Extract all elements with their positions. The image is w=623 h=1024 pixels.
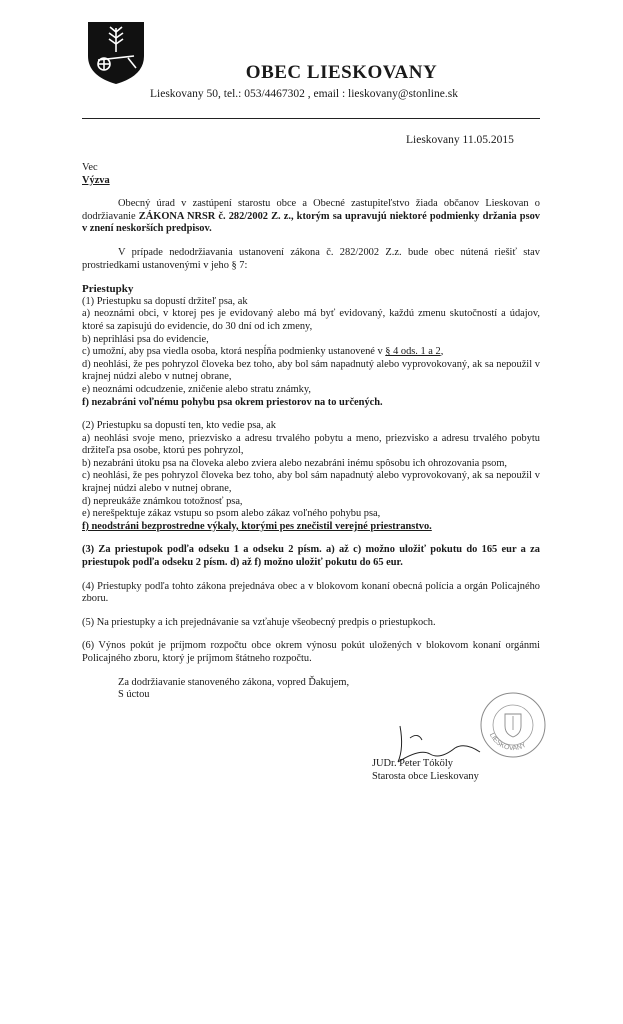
closing-line: Za dodržiavanie stanoveného zákona, vopred Ďakujem, [118,676,350,688]
section-2-item-e: e) nerešpektuje zákaz vstupu so psom alebo zákaz voľného pohybu psa, [82,508,381,520]
section-3-fines: (3) Za priestupok podľa odseku 1 a odseku 2 písm. a) až c) možno uložiť pokutu do 165 eur a za priestupok podľa odseku 2 písm. d) až f) možno uložiť pokutu do 65 eur. [82,544,540,569]
intro-text: Obecný úrad v zastúpení starostu obce a Obecné zastupiteľstvo žiada občanov Lieskovan o dodržiavanie [82,198,540,222]
section-1-item-b: b) neprihlási psa do evidencie, [82,333,209,345]
section-2-item-b: b) nezabráni útoku psa na človeka alebo zviera alebo nezabráni inému spôsobu ich ohrozovania psom, [82,457,507,469]
law-title: ZÁKONA NRSR č. 282/2002 Z. z., ktorým sa upravujú niektoré podmienky držania psov v znení neskorších predpisov. [82,210,541,235]
section-6: (6) Výnos pokút je príjmom rozpočtu obce okrem výnosu pokút uložených v blokovom konaní orgánmi Policajného zboru, ktorý je príjmom štátneho rozpočtu. [82,640,540,664]
section-2-item-f: f) neodstráni bezprostredne výkaly, ktorými pes znečistil verejné priestranstvo. [82,520,432,532]
section-2-item-a: a) neohlási svoje meno, priezvisko a adresu trvalého pobytu a meno, priezvisko a adresu trvalého pobytu držiteľa psa osobe, ktorú pes pohryzol, [82,432,540,457]
contact-address-line: Lieskovany 50, tel.: 053/4467302 , email : lieskovany@stonline.sk [150,88,458,100]
section-1-item-c-text: c) umožní, aby psa viedla osoba, ktorá nespĺňa podmienky ustanovené v [82,346,386,358]
svg-text:LIESKOVANY: LIESKOVANY [487,732,528,753]
section-4: (4) Priestupky podľa tohto zákona prejednáva obec a v blokovom konaní obecná polícia a orgán Policajného zboru. [82,580,540,605]
municipality-title: OBEC LIESKOVANY [245,62,438,83]
letter-body [82,162,540,702]
section-1-item-d: d) neohlási, že pes pohryzol človeka bez toho, aby bol sám napadnutý alebo vyprovokovaný, ak sa nepoužil v krajnej núdzi alebo v nutnej obrane, [82,358,540,383]
section-5: (5) Na priestupky a ich prejednávanie sa vzťahuje všeobecný predpis o priestupkoch. [82,616,436,628]
section-1-item-c [82,346,540,359]
section-1-item-c-end: , [440,346,444,358]
signature-block [372,757,479,783]
offenses-heading: Priestupky [82,283,134,296]
section-2-item-d: d) nepreukáže známkou totožnosť psa, [82,495,243,507]
section-1-item-a: a) neoznámi obci, v ktorej pes je evidovaný alebo má byť evidovaný, každú zmenu skutočností a údajov, ktoré sa zapisujú do evidencie, do 30 dní od ich zmeny, [82,308,540,332]
subject-value: Výzva [82,174,110,186]
header-divider [82,118,540,119]
signatory-role: Starosta obce Lieskovany [372,771,479,782]
subject-label: Vec [82,162,98,173]
intro-paragraph [82,198,540,236]
letter-date: Lieskovany 11.05.2015 [406,134,514,146]
official-stamp [478,690,548,760]
section-2-item-c: c) neohlási, že pes pohryzol človeka bez toho, aby bol sám napadnutý alebo vyprovokovaný, ak sa nepoužil v krajnej núdzi alebo v nutnej obrane, [82,470,540,495]
section-2-intro: (2) Priestupku sa dopustí ten, kto vedie psa, ak [82,420,276,432]
signatory-name: JUDr. Peter Tóköly [372,758,453,769]
closing-salutation: S úctou [118,689,150,701]
enforcement-paragraph: V prípade nedodržiavania ustanovení zákona č. 282/2002 Z.z. bude obec nútená riešiť stav prostriedkami ustanovenými v jeho § 7: [82,246,540,271]
section-1-item-e: e) neoznámi odcudzenie, zničenie alebo stratu známky, [82,383,311,395]
section-1-item-f: f) nezabráni voľnému pohybu psa okrem priestorov na to určených. [82,396,383,408]
section-1-intro: (1) Priestupku sa dopustí držiteľ psa, ak [82,295,248,307]
law-reference-link[interactable]: § 4 ods. 1 a 2 [385,346,441,358]
